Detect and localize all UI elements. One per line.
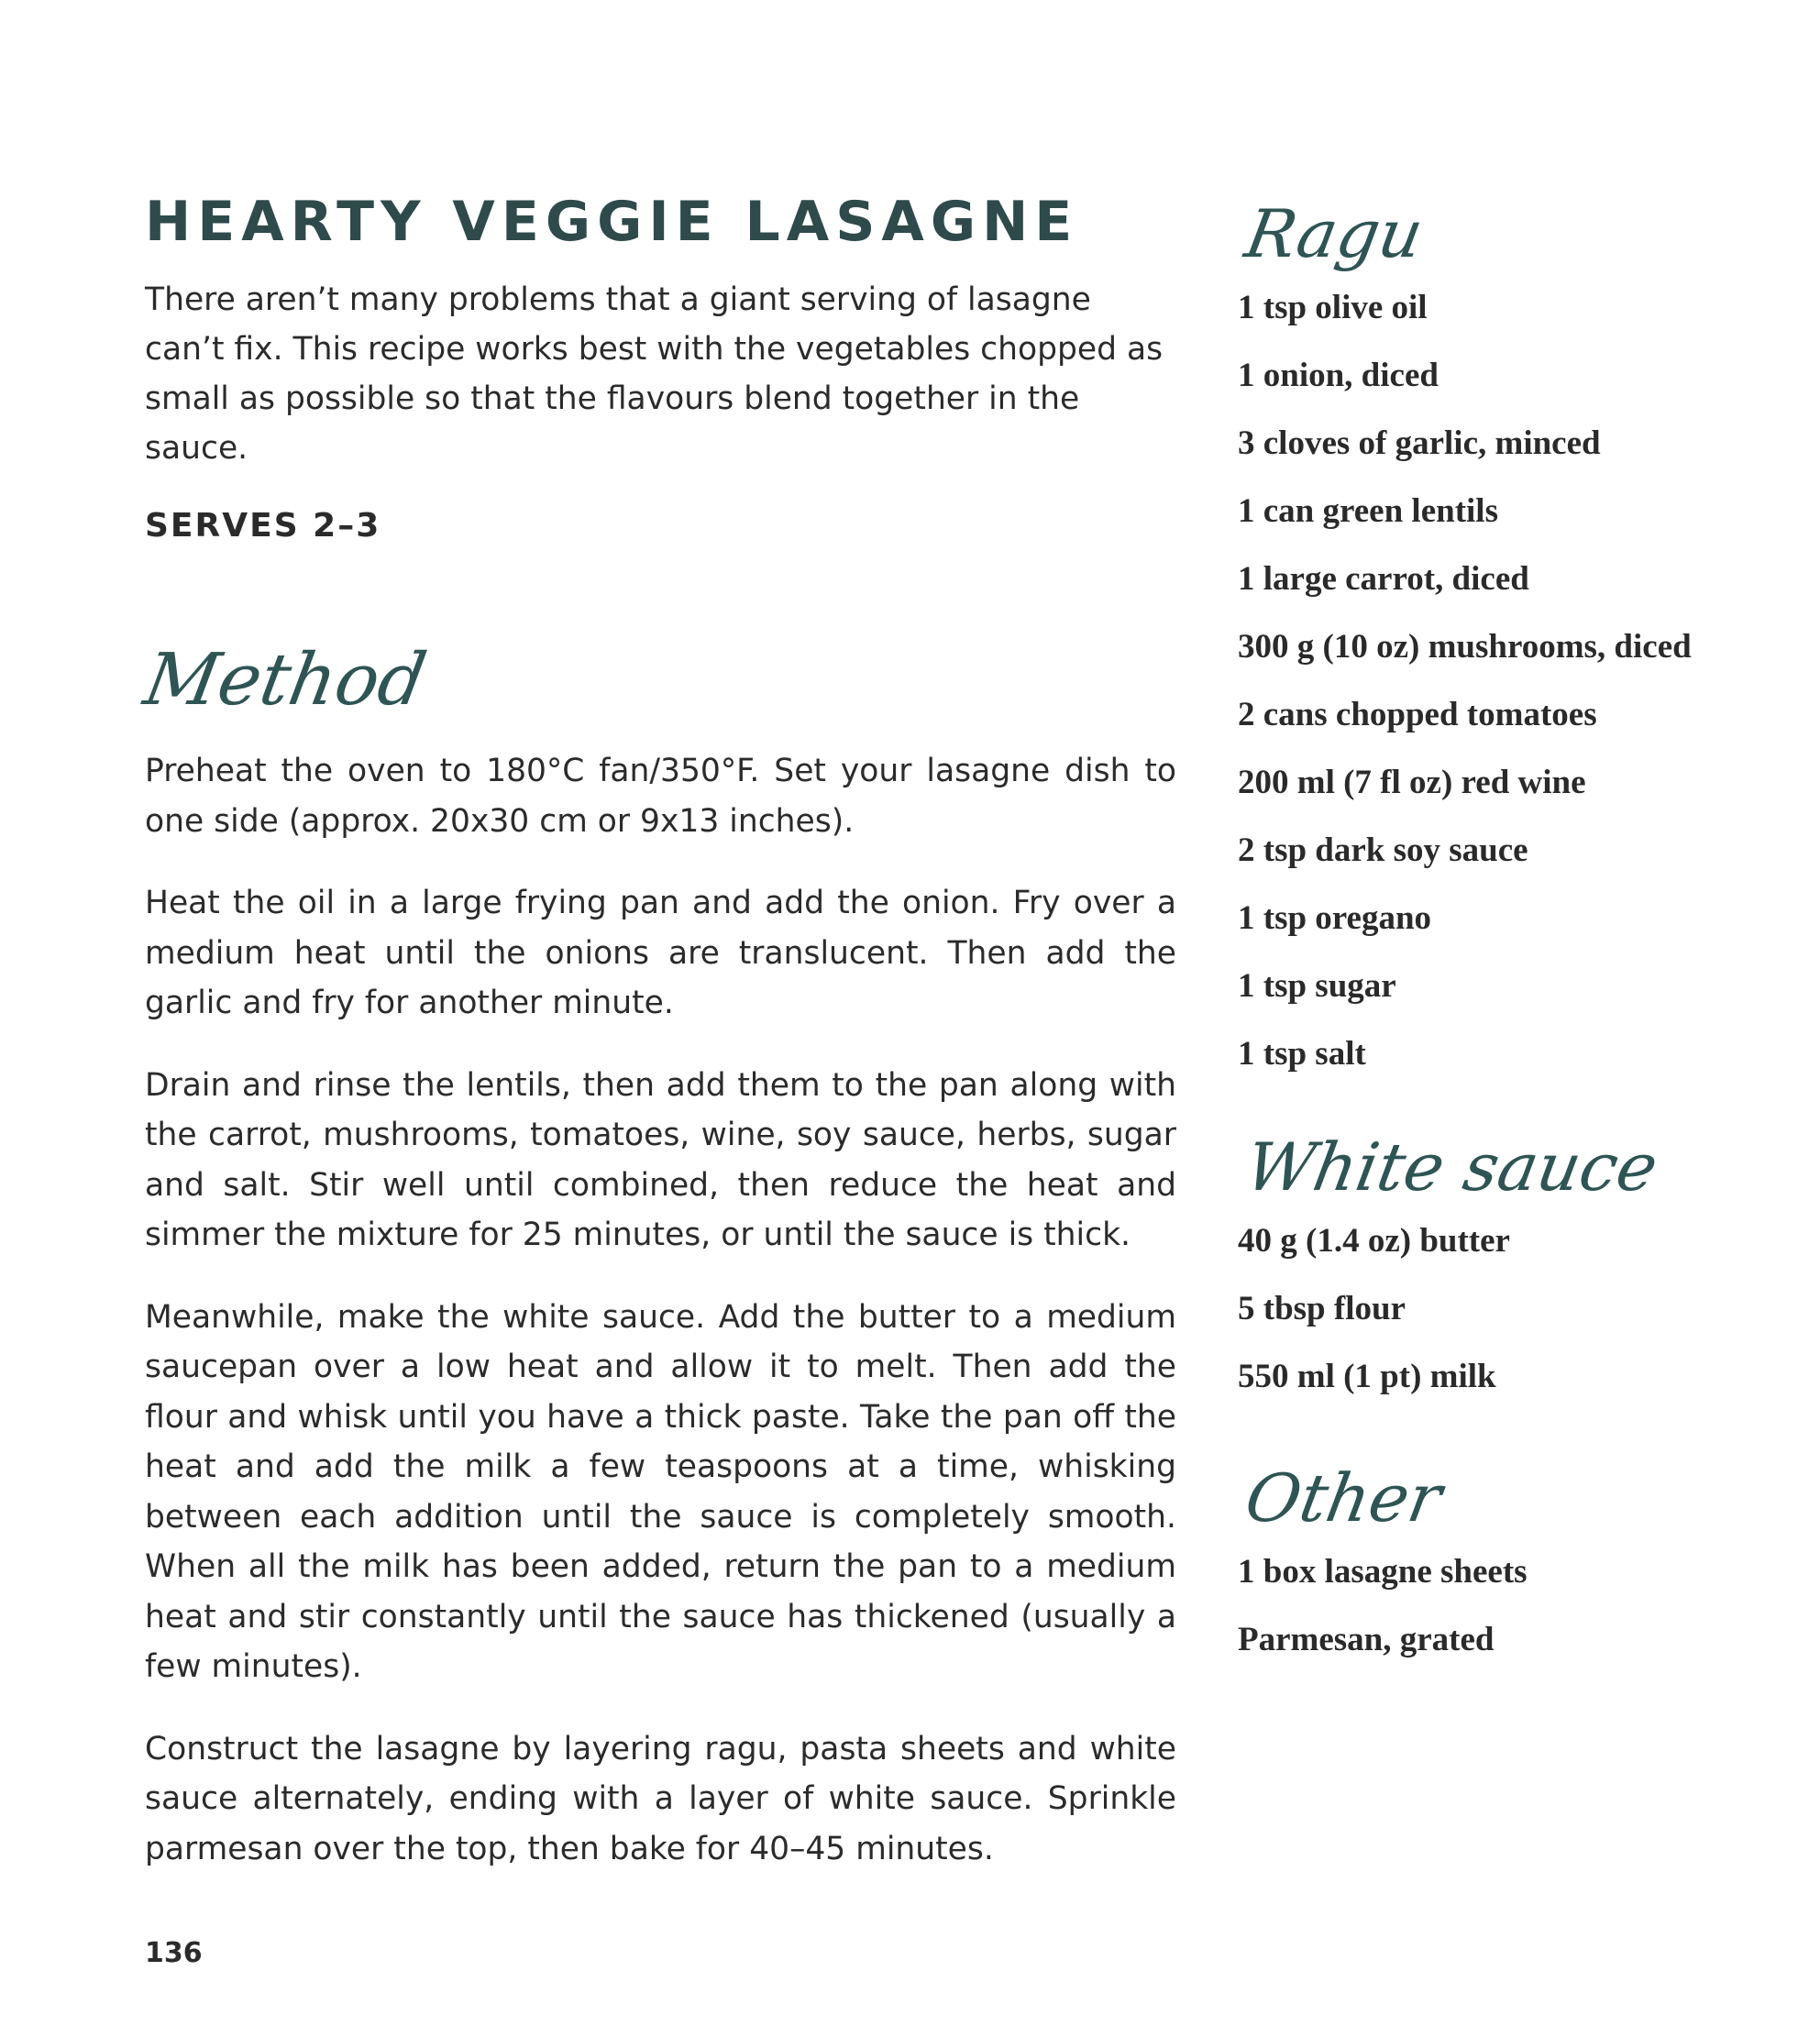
other-heading: Other: [1240, 1459, 1448, 1536]
ingredient-item: 200 ml (7 fl oz) red wine: [1238, 764, 1586, 801]
method-step: Meanwhile, make the white sauce. Add the butter to a medium saucepan over a low heat and allow it to melt. Then add the flour and whisk until you have a thick paste. Take the pan off the heat and add the milk a few teaspoons at a time, whisking between each addition until the sauce is completely smooth. When all the milk has been added, return the pan to a medium heat and stir constantly until the sauce has thickened (usually a few minutes).: [145, 1298, 1176, 1685]
ingredient-item: 40 g (1.4 oz) butter: [1238, 1222, 1510, 1260]
method-steps: [145, 746, 1176, 1874]
ragu-heading: Ragu: [1240, 195, 1429, 272]
method-step: Preheat the oven to 180°C fan/350°F. Set your lasagne dish to one side (approx. 20x30 cm or 9x13 inches).: [145, 753, 1176, 840]
method-step: Construct the lasagne by layering ragu, pasta sheets and white sauce alternately, ending with a layer of white sauce. Sprinkle parmesan over the top, then bake for 40–45 minutes.: [145, 1730, 1176, 1867]
ingredient-item: 1 tsp oregano: [1238, 899, 1432, 937]
ingredient-item: 1 tsp olive oil: [1238, 289, 1428, 326]
ingredient-item: 5 tbsp flour: [1238, 1290, 1406, 1327]
ingredient-item: Parmesan, grated: [1238, 1621, 1495, 1658]
ingredient-item: 1 box lasagne sheets: [1238, 1553, 1528, 1591]
left-column: [138, 183, 1176, 1906]
ingredient-item: 550 ml (1 pt) milk: [1238, 1358, 1496, 1395]
ingredient-item: 1 tsp salt: [1238, 1035, 1366, 1073]
ingredient-item: 3 cloves of garlic, minced: [1238, 424, 1601, 462]
ingredient-item: 1 onion, diced: [1238, 357, 1439, 394]
ingredient-item: 2 cans chopped tomatoes: [1238, 696, 1597, 733]
method-heading: Method: [138, 639, 433, 721]
page-number: 136: [145, 1937, 203, 1969]
ingredient-item: 2 tsp dark soy sauce: [1238, 831, 1528, 869]
ingredient-item: 1 can green lentils: [1238, 492, 1498, 530]
ingredients-column: [1238, 183, 1751, 1684]
serves-label: SERVES 2–3: [145, 507, 381, 545]
recipe-intro: There aren’t many problems that a giant serving of lasagne can’t fix. This recipe works best with the vegetables chopped as small as possible so that the flavours blend together in the sauce.: [145, 281, 1164, 467]
white-sauce-list: [1238, 1217, 1751, 1400]
other-list: [1238, 1548, 1751, 1663]
method-step: Heat the oil in a large frying pan and add the onion. Fry over a medium heat until the onions are translucent. Then add the garlic and fry for another minute.: [145, 885, 1176, 1021]
ingredient-item: 300 g (10 oz) mushrooms, diced: [1238, 628, 1692, 666]
method-step: Drain and rinse the lentils, then add them to the pan along with the carrot, mushrooms, tomatoes, wine, soy sauce, herbs, sugar and salt. Stir well until combined, then reduce the heat and simmer the mixture for 25 minutes, or until the sauce is thick.: [145, 1066, 1176, 1253]
white-sauce-heading: White sauce: [1240, 1129, 1664, 1206]
ingredient-item: 1 tsp sugar: [1238, 967, 1396, 1005]
ragu-list: [1238, 284, 1751, 1077]
recipe-title: HEARTY VEGGIE LASAGNE: [145, 190, 1079, 254]
ingredient-item: 1 large carrot, diced: [1238, 560, 1529, 598]
